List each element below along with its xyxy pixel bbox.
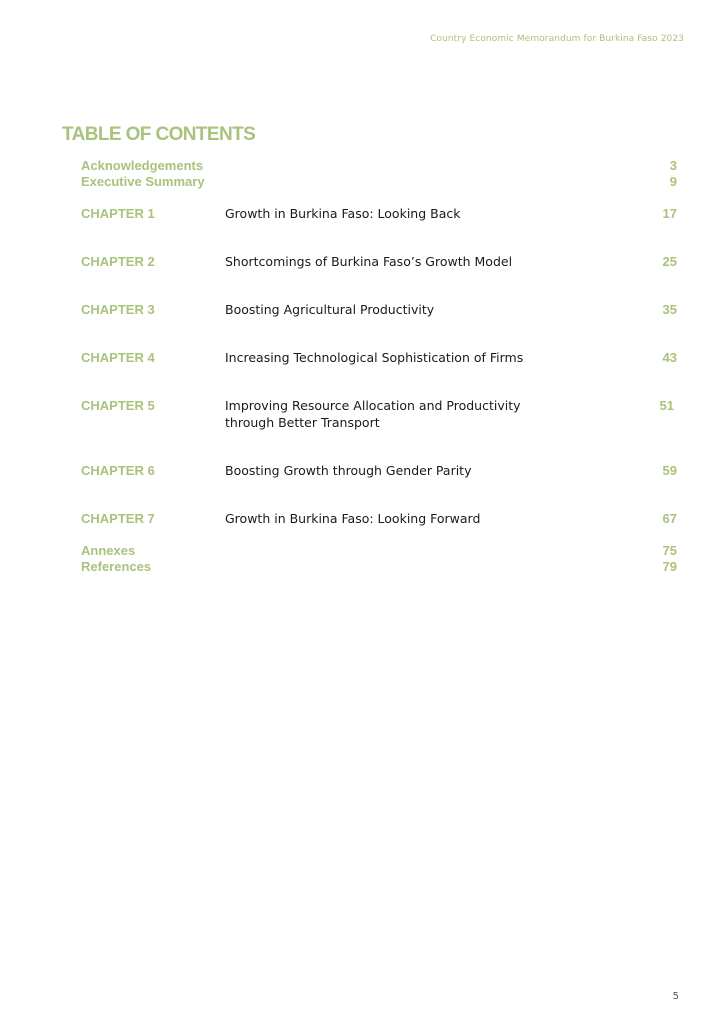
chapter-label: CHAPTER 4 [81, 350, 155, 365]
toc-entry-page: 9 [669, 174, 677, 189]
chapter-label: CHAPTER 2 [81, 254, 155, 269]
chapter-title: Improving Resource Allocation and Productivity through Better Transport [225, 398, 521, 430]
chapter-label: CHAPTER 7 [81, 511, 155, 526]
chapter-title: Boosting Agricultural Productivity [225, 302, 435, 317]
toc-entry-label: Annexes [81, 543, 136, 558]
chapter-title: Shortcomings of Burkina Faso’s Growth Model [225, 254, 513, 269]
chapter-label: CHAPTER 6 [81, 463, 155, 478]
toc-entry-page: 3 [669, 158, 677, 173]
chapter-page: 35 [662, 302, 677, 317]
running-header: Country Economic Memorandum for Burkina Faso 2023 [430, 34, 684, 44]
chapter-label: CHAPTER 1 [81, 206, 155, 221]
toc-entry-page: 79 [662, 559, 677, 574]
chapter-label: CHAPTER 3 [81, 302, 155, 317]
chapter-title: Growth in Burkina Faso: Looking Forward [225, 511, 481, 526]
chapter-title: Growth in Burkina Faso: Looking Back [225, 206, 461, 221]
toc-entry-label: Acknowledgements [81, 158, 204, 173]
chapter-page: 67 [662, 511, 677, 526]
chapter-page: 43 [662, 350, 677, 365]
page-number: 5 [672, 991, 679, 1002]
chapter-title: Boosting Growth through Gender Parity [225, 463, 472, 478]
chapter-page: 25 [662, 254, 677, 269]
chapter-title: Increasing Technological Sophistication of Firms [225, 350, 524, 365]
chapter-page: 59 [662, 463, 677, 478]
chapter-label: CHAPTER 5 [81, 398, 155, 413]
toc-entry-label: References [81, 559, 152, 574]
toc-entry-page: 75 [662, 543, 677, 558]
toc-entry-label: Executive Summary [81, 174, 205, 189]
chapter-page: 51 [659, 398, 674, 413]
page-title: TABLE OF CONTENTS [62, 124, 256, 145]
chapter-page: 17 [662, 206, 677, 221]
